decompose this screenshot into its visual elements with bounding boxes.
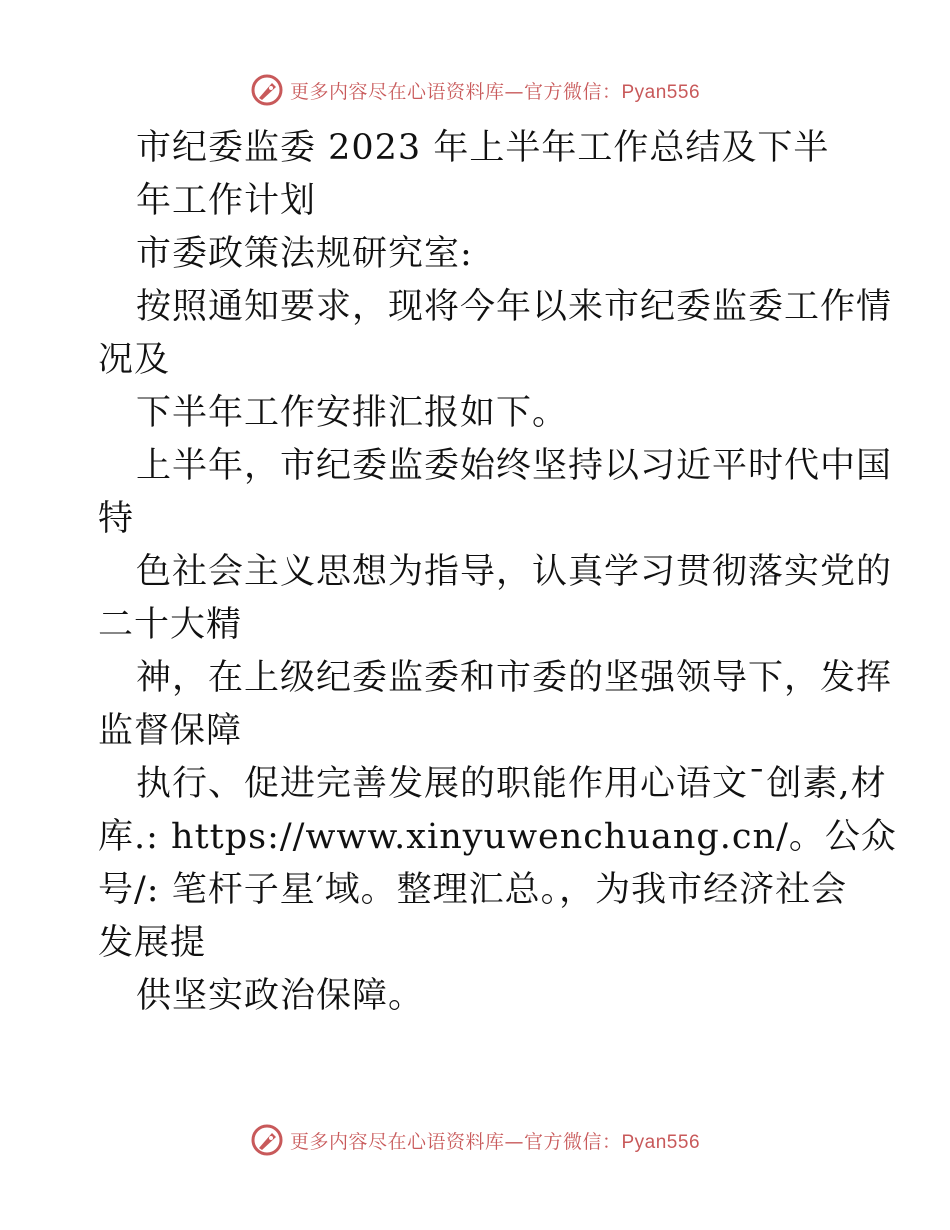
document-line: 特 (98, 499, 135, 539)
document-body (98, 122, 897, 1023)
document-line: 号/: 笔杆子星′域。整理汇总。，为我市经济社会 (98, 870, 848, 910)
document-line: 二十大精 (98, 605, 243, 645)
document-line: 市委政策法规研究室: (136, 234, 473, 274)
document-line: 供坚实政治保障。 (136, 976, 425, 1016)
watermark-text: 更多内容尽在心语资料库—官方微信：Pyan556 (289, 1130, 701, 1153)
document-line: 发展提 (98, 923, 207, 963)
document-line: 下半年工作安排汇报如下。 (136, 393, 569, 433)
document-line: 况及 (98, 340, 171, 380)
document-line: 市纪委监委 2023 年上半年工作总结及下半 (136, 128, 830, 168)
document-line: 按照通知要求，现将今年以来市纪委监委工作情 (136, 287, 893, 327)
document-line: 色社会主义思想为指导，认真学习贯彻落实党的 (136, 552, 893, 592)
document-line: 执行、促进完善发展的职能作用心语文¯创素,材 (136, 764, 887, 804)
document-line: 库.: https://www.xinyuwenchuang.cn/。公众 (98, 817, 897, 857)
watermark-text: 更多内容尽在心语资料库—官方微信：Pyan556 (289, 80, 701, 103)
document-line: 神，在上级纪委监委和市委的坚强领导下，发挥 (136, 658, 893, 698)
pen-nib-logo-icon (250, 73, 284, 107)
watermark-banner-top (0, 70, 950, 110)
document-line: 监督保障 (98, 711, 243, 751)
watermark-banner-bottom (0, 1120, 950, 1160)
document-line: 年工作计划 (136, 181, 317, 221)
document-line: 上半年，市纪委监委始终坚持以习近平时代中国 (136, 446, 893, 486)
pen-nib-logo-icon (250, 1123, 284, 1157)
